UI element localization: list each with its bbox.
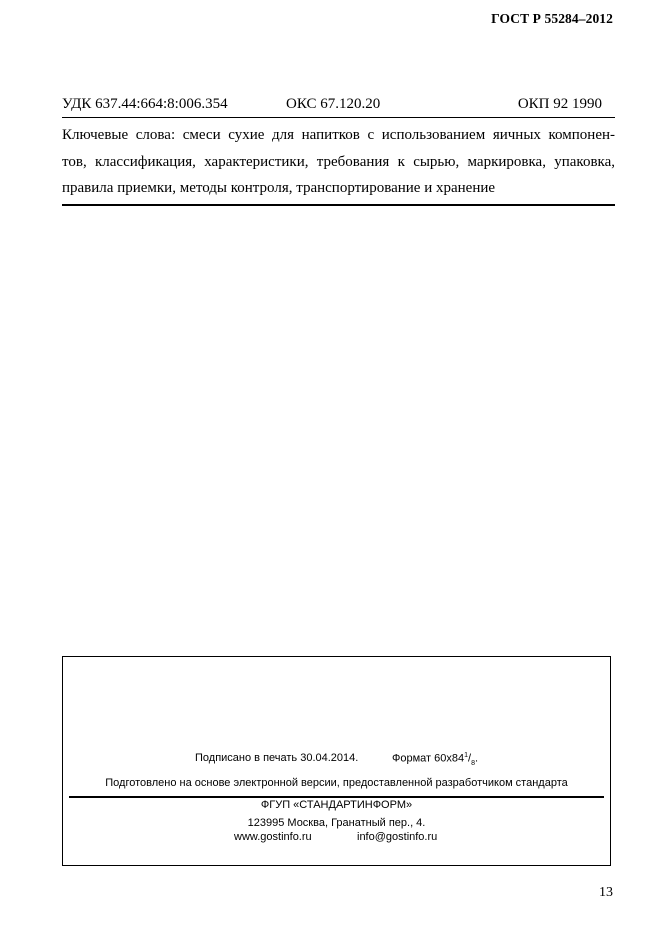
imprint-divider — [69, 796, 604, 798]
udk-code: УДК 637.44:664:8:006.354 — [62, 96, 228, 112]
keywords-line: тов, классификация, характеристики, требования к сырью, маркировка, упаковка, — [62, 153, 615, 170]
publisher-address: 123995 Москва, Гранатный пер., 4. — [247, 817, 426, 829]
format-prefix: Формат 60x84 — [392, 752, 465, 765]
bottom-divider — [62, 204, 615, 206]
classification-row — [62, 96, 615, 114]
format-denominator: 8 — [471, 759, 475, 767]
signed-to-print: Подписано в печать 30.04.2014. — [195, 752, 359, 764]
format-numerator: 1 — [464, 752, 469, 759]
format-slash: / — [468, 752, 472, 765]
prepared-note: Подготовлено на основе электронной версии, предоставленной разработчиком стандарта — [105, 777, 568, 789]
paper-format — [392, 752, 478, 767]
okp-code: ОКП 92 1990 — [517, 96, 602, 112]
keywords-line: Ключевые слова: смеси сухие для напитков с использованием яичных компонен- — [62, 127, 615, 143]
website-link[interactable]: www.gostinfo.ru — [234, 831, 312, 843]
publisher-name: ФГУП «СТАНДАРТИНФОРМ» — [260, 799, 413, 811]
oks-code: ОКС 67.120.20 — [286, 96, 381, 112]
page-number: 13 — [599, 885, 613, 900]
email-link[interactable]: info@gostinfo.ru — [357, 831, 438, 843]
format-suffix: . — [474, 752, 479, 765]
top-divider — [62, 117, 615, 118]
standard-code: ГОСТ Р 55284–2012 — [491, 11, 613, 26]
imprint-box — [62, 656, 611, 866]
keywords-line: правила приемки, методы контроля, транспортирование и хранение — [62, 180, 496, 196]
keywords-paragraph — [62, 122, 615, 202]
